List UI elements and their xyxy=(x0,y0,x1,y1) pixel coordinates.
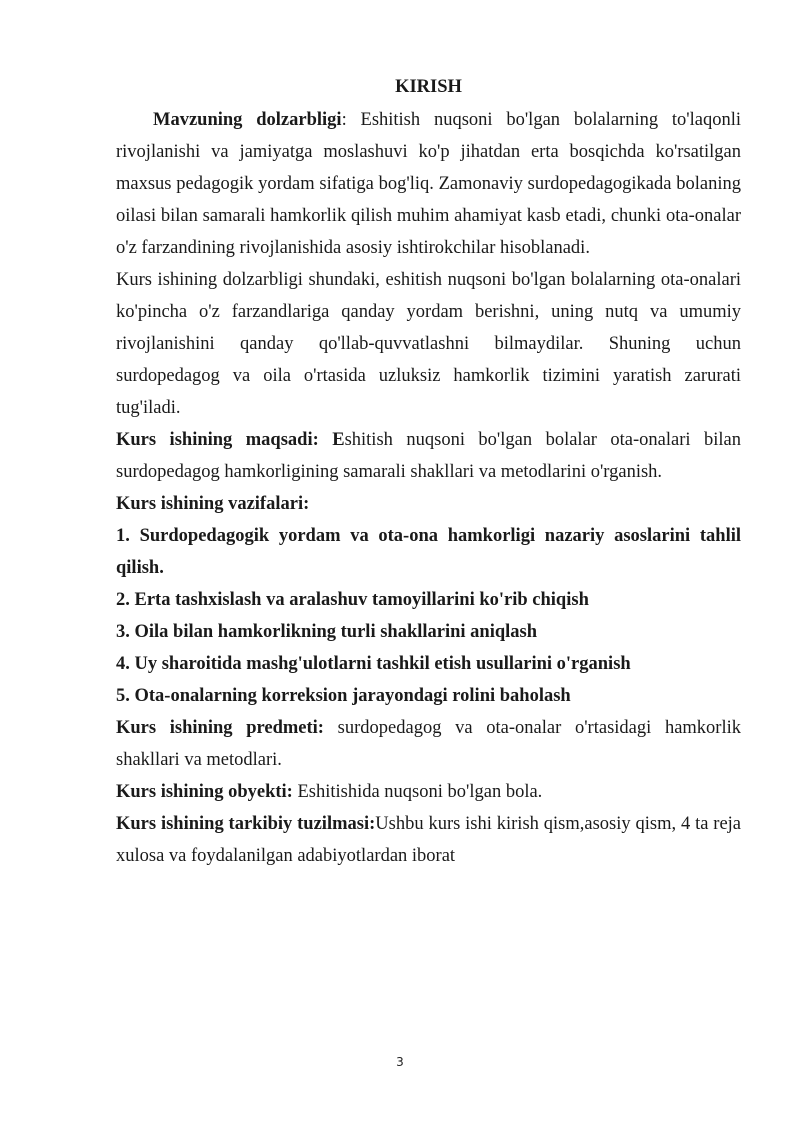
subject-label: Kurs ishining predmeti: xyxy=(116,718,324,738)
page-title: KIRISH xyxy=(395,77,462,97)
subject-text: surdopedagog va ota-onalar o'rtasidagi hamkorlik shakllari va metodlari. xyxy=(116,718,741,770)
structure-label: Kurs ishining tarkibiy tuzilmasi: xyxy=(116,814,376,834)
object-label: Kurs ishining obyekti: xyxy=(116,782,293,802)
relevance-label: Mavzuning dolzarbligi xyxy=(153,110,342,130)
object-paragraph xyxy=(116,776,741,808)
goal-text: shitish nuqsoni bo'lgan bolalar ota-onalari bilan surdopedagog hamkorligining samarali shakllari va metodlarini o'rganish. xyxy=(116,430,742,482)
goal-label: Kurs ishining maqsadi: E xyxy=(116,430,345,450)
task-item: 4. Uy sharoitida mashg'ulotlarni tashkil etish usullarini o'rganish xyxy=(116,654,631,674)
task-item: 5. Ota-onalarning korreksion jarayondagi rolini baholash xyxy=(116,686,571,706)
object-text: Eshitishida nuqsoni bo'lgan bola. xyxy=(292,782,543,802)
page-number: 3 xyxy=(396,1055,404,1069)
task-item: 3. Oila bilan hamkorlikning turli shakllarini aniqlash xyxy=(116,622,538,642)
goal-paragraph xyxy=(116,424,741,488)
task-item: 2. Erta tashxislash va aralashuv tamoyillarini ko'rib chiqish xyxy=(116,590,589,610)
subject-paragraph xyxy=(116,712,741,776)
task-item: 1. Surdopedagogik yordam va ota-ona hamkorligi nazariy asoslarini tahlil qilish. xyxy=(116,526,741,578)
page-content xyxy=(116,71,741,872)
tasks-heading: Kurs ishining vazifalari: xyxy=(116,494,310,514)
relevance-paragraph xyxy=(116,104,741,264)
structure-paragraph xyxy=(116,808,741,872)
structure-text: Ushbu kurs ishi kirish qism,asosiy qism, 4 ta reja xulosa va foydalanilgan adabiyotlardan iborat xyxy=(116,814,742,866)
relevance-paragraph-2: Kurs ishining dolzarbligi shundaki, eshitish nuqsoni bo'lgan bolalarning ota-onalari ko'pincha o'z farzandlariga qanday yordam berishni, uning nutq va umumiy rivojlanishini qanday qo'llab-quvvatlashni bilmaydilar. Shuning uchun surdopedagog va oila o'rtasida uzluksiz hamkorlik tizimini yaratish zarurati tug'iladi. xyxy=(116,270,741,418)
relevance-text: : Eshitish nuqsoni bo'lgan bolalarning to'laqonli rivojlanishi va jamiyatga moslashuvi ko'p jihatdan erta bosqichda ko'rsatilgan maxsus pedagogik yordam sifatiga bog'liq. Zamonaviy surdopedagogikada bolaning oilasi bilan samarali hamkorlik qilish muhim ahamiyat kasb etadi, chunki ota-onalar o'z farzandining rivojlanishida asosiy ishtirokchilar hisoblanadi. xyxy=(116,110,742,258)
